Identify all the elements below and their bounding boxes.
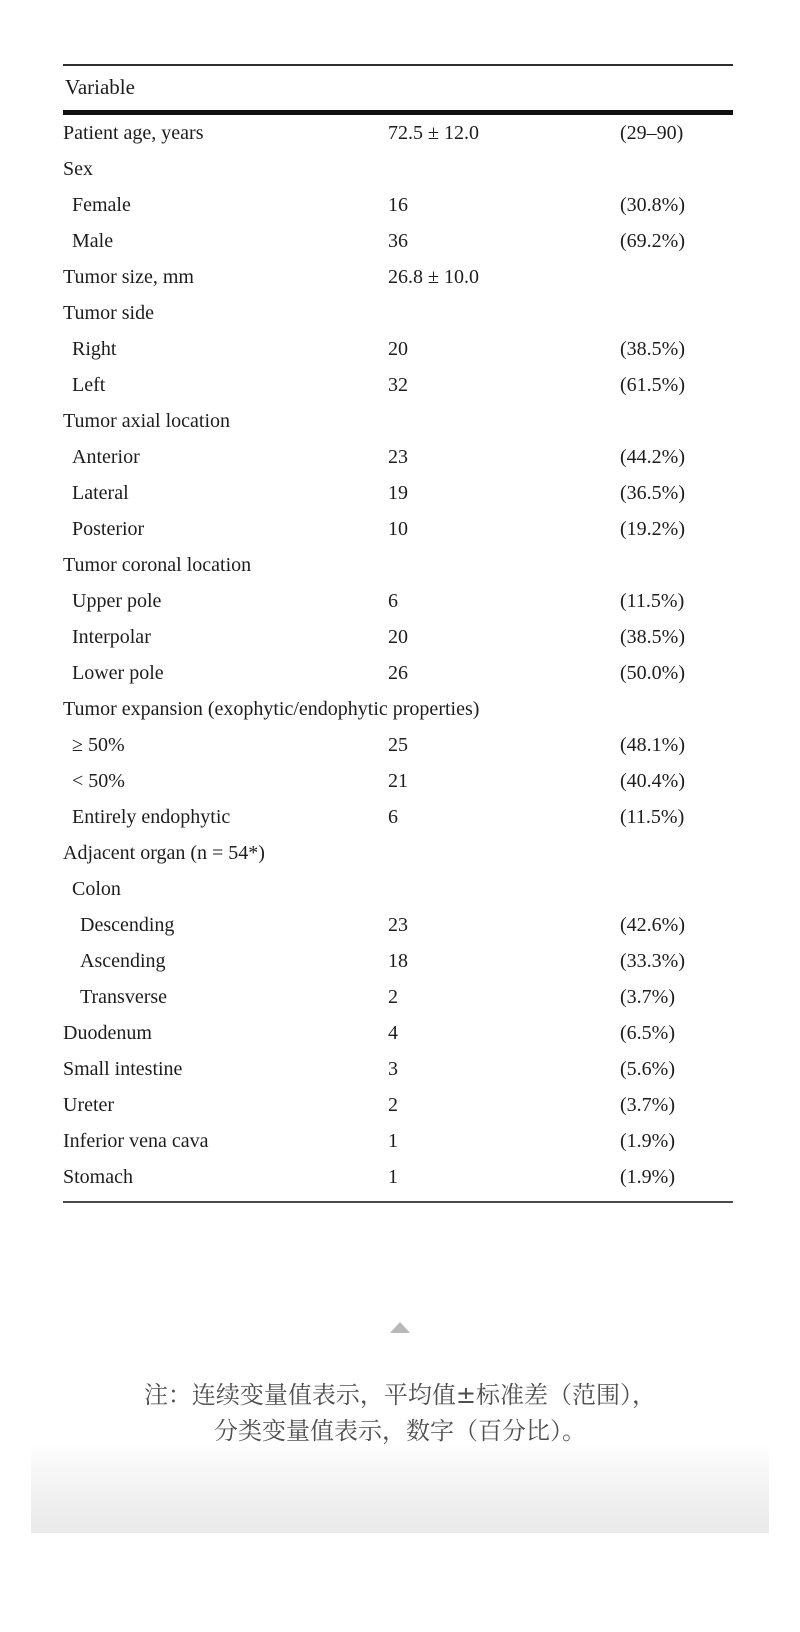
table-row [63, 367, 733, 403]
row-percent: (48.1%) [620, 734, 685, 756]
table-row [63, 547, 733, 583]
row-percent: (29–90) [620, 122, 684, 144]
row-label: Right [72, 338, 117, 360]
row-value: 36 [388, 230, 408, 252]
row-percent [620, 403, 733, 439]
row-percent: (38.5%) [620, 626, 685, 648]
table-row [63, 115, 733, 151]
row-percent: (6.5%) [620, 1022, 675, 1044]
table-row [63, 151, 733, 187]
table-row [63, 799, 733, 835]
row-value: 19 [388, 482, 408, 504]
row-value [388, 151, 620, 187]
row-percent [620, 871, 733, 907]
row-percent: (11.5%) [620, 806, 685, 828]
row-label: Adjacent organ (n = 54*) [63, 842, 265, 864]
row-label: Duodenum [63, 1022, 152, 1044]
row-percent: (50.0%) [620, 662, 685, 684]
row-value: 20 [388, 626, 408, 648]
row-label: ≥ 50% [72, 734, 125, 756]
row-label: Male [72, 230, 114, 252]
row-label: Inferior vena cava [63, 1130, 209, 1152]
row-label: Descending [80, 914, 175, 936]
table-row [63, 1159, 733, 1195]
table-row [63, 1087, 733, 1123]
row-percent [620, 151, 733, 187]
row-value: 1 [388, 1166, 398, 1188]
row-value: 26.8 ± 10.0 [388, 266, 479, 288]
table-row [63, 511, 733, 547]
row-label: < 50% [72, 770, 125, 792]
table-row [63, 259, 733, 295]
row-percent [620, 835, 733, 871]
row-value [388, 403, 620, 439]
footer-gradient-panel [31, 1447, 769, 1533]
table-row [63, 727, 733, 763]
table-row [63, 1051, 733, 1087]
row-percent: (5.6%) [620, 1058, 675, 1080]
row-percent [620, 691, 733, 727]
row-percent [620, 295, 733, 331]
table-row [63, 871, 733, 907]
row-percent: (3.7%) [620, 986, 675, 1008]
row-percent: (3.7%) [620, 1094, 675, 1116]
row-percent: (19.2%) [620, 518, 685, 540]
row-percent: (1.9%) [620, 1166, 675, 1188]
row-percent: (33.3%) [620, 950, 685, 972]
table-row [63, 979, 733, 1015]
row-value: 23 [388, 914, 408, 936]
table-row [63, 223, 733, 259]
row-percent: (30.8%) [620, 194, 685, 216]
row-value: 1 [388, 1130, 398, 1152]
row-value: 4 [388, 1022, 398, 1044]
table-row [63, 763, 733, 799]
table-header-row [63, 66, 733, 115]
row-label: Left [72, 374, 106, 396]
row-percent: (11.5%) [620, 590, 685, 612]
row-percent: (44.2%) [620, 446, 685, 468]
row-percent: (36.5%) [620, 482, 685, 504]
row-value: 25 [388, 734, 408, 756]
row-label: Upper pole [72, 590, 162, 612]
note-line-1: 注：连续变量值表示，平均值±标准差（范围）， [143, 1381, 657, 1409]
table-header-variable: Variable [65, 75, 135, 99]
row-label: Patient age, years [63, 122, 204, 144]
table-row [63, 1015, 733, 1051]
row-percent [620, 259, 733, 295]
table-row [63, 907, 733, 943]
table-note [0, 1377, 800, 1449]
row-label: Lower pole [72, 662, 164, 684]
row-value: 23 [388, 446, 408, 468]
row-label: Transverse [80, 986, 168, 1008]
patient-characteristics-table [63, 64, 733, 1203]
table-row [63, 187, 733, 223]
row-percent: (40.4%) [620, 770, 685, 792]
row-label: Ureter [63, 1094, 115, 1116]
row-value: 3 [388, 1058, 398, 1080]
row-value: 2 [388, 1094, 398, 1116]
table-body [63, 115, 733, 1195]
row-percent: (38.5%) [620, 338, 685, 360]
row-value: 32 [388, 374, 408, 396]
row-label: Stomach [63, 1166, 133, 1188]
row-value: 26 [388, 662, 408, 684]
table-row [63, 655, 733, 691]
row-label: Tumor axial location [63, 410, 231, 432]
row-value: 21 [388, 770, 408, 792]
row-value [388, 835, 620, 871]
row-value: 72.5 ± 12.0 [388, 122, 479, 144]
row-label: Lateral [72, 482, 129, 504]
row-label: Female [72, 194, 131, 216]
row-value [388, 871, 620, 907]
row-value: 10 [388, 518, 408, 540]
table-row [63, 691, 733, 727]
collapse-up-icon[interactable] [390, 1322, 410, 1333]
table-row [63, 835, 733, 871]
row-label: Anterior [72, 446, 140, 468]
note-line-2: 分类变量值表示，数字（百分比）。 [214, 1417, 586, 1445]
row-percent: (1.9%) [620, 1130, 675, 1152]
row-label: Ascending [80, 950, 166, 972]
row-percent [620, 547, 733, 583]
table-row [63, 439, 733, 475]
row-label: Entirely endophytic [72, 806, 231, 828]
row-label: Interpolar [72, 626, 151, 648]
row-label: Tumor size, mm [63, 266, 194, 288]
table-row [63, 583, 733, 619]
row-percent: (69.2%) [620, 230, 685, 252]
row-value: 6 [388, 590, 398, 612]
row-label: Tumor coronal location [63, 554, 252, 576]
row-percent: (42.6%) [620, 914, 685, 936]
row-value [388, 691, 620, 727]
row-value: 2 [388, 986, 398, 1008]
row-value: 20 [388, 338, 408, 360]
table-row [63, 475, 733, 511]
row-percent: (61.5%) [620, 374, 685, 396]
table-row [63, 1123, 733, 1159]
row-label: Tumor expansion (exophytic/endophytic properties) [63, 698, 480, 720]
row-value [388, 547, 620, 583]
row-value [388, 295, 620, 331]
row-label: Colon [72, 878, 121, 900]
row-label: Posterior [72, 518, 145, 540]
row-value: 18 [388, 950, 408, 972]
row-label: Sex [63, 158, 93, 180]
row-label: Small intestine [63, 1058, 183, 1080]
row-value: 6 [388, 806, 398, 828]
table-row [63, 943, 733, 979]
table-row [63, 619, 733, 655]
row-value: 16 [388, 194, 408, 216]
table-row [63, 295, 733, 331]
row-label: Tumor side [63, 302, 154, 324]
table-row [63, 331, 733, 367]
table-row [63, 403, 733, 439]
